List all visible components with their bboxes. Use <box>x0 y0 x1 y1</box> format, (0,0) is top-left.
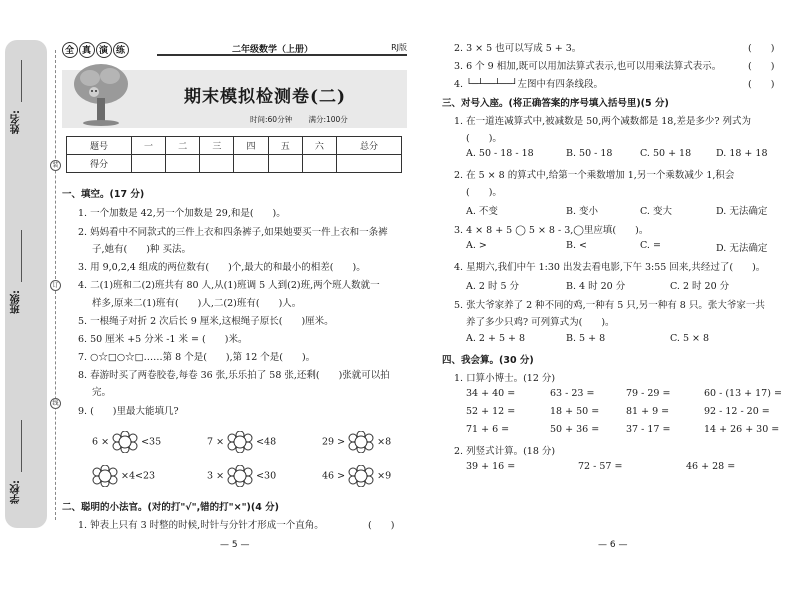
section-2-heading: 二、聪明的小法官。(对的打"√",错的打"×")(4 分) <box>62 502 279 513</box>
score-value-row <box>67 155 402 173</box>
choice-question-2-cont: ( )。 <box>466 187 502 198</box>
calc-item[interactable]: 14 + 26 + 30 = <box>704 424 780 435</box>
answer-paren[interactable]: ( ) <box>748 61 775 72</box>
flower-expression-2 <box>207 431 276 453</box>
question-text: 5. 一根绳子对折 2 次后长 9 厘米,这根绳子原长( )厘米。 <box>78 316 334 327</box>
choice-question-3: 3. 4 × 8 + 5 ◯ 5 × 8 - 3,◯里应填( )。 <box>454 225 649 236</box>
school-label: 学校: <box>11 480 22 504</box>
question-text: 7. ○☆□○☆□……第 8 个是( ),第 12 个是( )。 <box>78 352 316 363</box>
score-input[interactable] <box>337 155 402 173</box>
option[interactable]: C. 变大 <box>640 206 672 217</box>
calc-item[interactable]: 63 - 23 = <box>550 388 595 399</box>
option[interactable]: A. 不变 <box>466 206 498 217</box>
logo-char: 全 <box>62 42 78 58</box>
score-cell: 二 <box>166 137 200 155</box>
flower-expression-6 <box>322 465 391 487</box>
expr-left: 7 × <box>207 436 225 448</box>
flower-blank-icon[interactable] <box>227 465 253 487</box>
calc-subheading-2: 2. 列竖式计算。(18 分) <box>454 446 556 457</box>
expr-right: ×9 <box>377 470 392 482</box>
score-cell: 三 <box>200 137 234 155</box>
calc-item[interactable]: 71 + 6 = <box>466 424 510 435</box>
section-3-heading: 三、对号入座。(将正确答案的序号填入括号里)(5 分) <box>442 98 669 109</box>
flower-blank-icon[interactable] <box>348 431 374 453</box>
calc-item[interactable]: 79 - 29 = <box>626 388 671 399</box>
section-4-heading: 四、我会算。(30 分) <box>442 355 534 366</box>
option[interactable]: C. 5 × 8 <box>670 333 710 344</box>
logo-char: 演 <box>96 42 112 58</box>
score-input[interactable] <box>166 155 200 173</box>
expr-right: <30 <box>256 470 277 482</box>
calc-item[interactable]: 50 + 36 = <box>550 424 600 435</box>
judge-question-3: 3. 6 个 9 相加,既可以用加法算式表示,也可以用乘法算式表示。 <box>454 61 722 72</box>
flower-expression-5 <box>207 465 276 487</box>
expr-left: 29 > <box>322 436 346 448</box>
question-text: 完。 <box>92 387 112 398</box>
binding-strip <box>5 40 47 528</box>
expr-left: 3 × <box>207 470 225 482</box>
score-input[interactable] <box>131 155 165 173</box>
score-cell: 四 <box>234 137 268 155</box>
score-cell: 五 <box>268 137 302 155</box>
option[interactable]: A. 50 - 18 - 18 <box>466 148 534 159</box>
school-line <box>21 420 22 472</box>
class-line <box>21 230 22 282</box>
answer-paren[interactable]: ( ) <box>748 79 775 90</box>
choice-question-1: 1. 在一道连减算式中,被减数是 50,两个减数都是 18,差是多少? 列式为 <box>454 116 751 127</box>
question-text: 4. 二(1)班和二(2)班共有 80 人,从(1)班调 5 人到(2)班,两个班人数就一 <box>78 280 380 291</box>
expr-left: 46 > <box>322 470 346 482</box>
calc-item[interactable]: 92 - 12 - 20 = <box>704 406 770 417</box>
option[interactable]: B. < <box>566 240 587 251</box>
binding-hole-1: 装 <box>50 160 61 171</box>
expr-right: <35 <box>141 436 162 448</box>
logo-char: 真 <box>79 42 95 58</box>
calc-item[interactable]: 60 - (13 + 17) = <box>704 388 782 399</box>
calc-subheading-1: 1. 口算小博士。(12 分) <box>454 373 556 384</box>
logo-char: 练 <box>113 42 129 58</box>
flower-blank-icon[interactable] <box>227 431 253 453</box>
score-cell: 总分 <box>337 137 402 155</box>
option[interactable]: C. 50 + 18 <box>640 148 692 159</box>
grade-label: 二年级数学（上册） <box>232 45 314 55</box>
choice-question-4: 4. 星期六,我们中午 1:30 出发去看电影,下午 3:55 回来,共经过了( )。 <box>454 262 766 273</box>
score-header-row <box>67 137 402 155</box>
option[interactable]: B. 变小 <box>566 206 599 217</box>
exam-full-score: 满分:100分 <box>308 115 348 124</box>
option[interactable]: D. 无法确定 <box>716 206 768 217</box>
option[interactable]: C. 2 时 20 分 <box>670 281 730 292</box>
flower-blank-icon[interactable] <box>112 431 138 453</box>
option[interactable]: A. 2 时 5 分 <box>466 281 520 292</box>
vertical-calc-item[interactable]: 72 - 57 = <box>578 461 623 472</box>
option[interactable]: B. 50 - 18 <box>566 148 613 159</box>
expr-right: <48 <box>256 436 277 448</box>
option[interactable]: D. 18 + 18 <box>716 148 768 159</box>
option[interactable]: C. = <box>640 240 661 251</box>
binding-hole-3: 线 <box>50 398 61 409</box>
section-1-heading: 一、填空。(17 分) <box>62 189 145 200</box>
score-table <box>66 136 402 173</box>
page-number-5: — 5 — <box>220 540 250 550</box>
binding-hole-2: 订 <box>50 280 61 291</box>
question-text: 6. 50 厘米 +5 分米 -1 米 = ( )米。 <box>78 334 248 345</box>
flower-expression-4 <box>92 465 155 487</box>
choice-question-5-cont: 养了多少只鸡? 可列算式为( )。 <box>466 317 615 328</box>
vertical-calc-item[interactable]: 39 + 16 = <box>466 461 516 472</box>
judge-question-4: 4. └─┴──┴──┘左图中有四条线段。 <box>454 79 604 90</box>
vertical-calc-item[interactable]: 46 + 28 = <box>686 461 736 472</box>
option[interactable]: B. 4 时 20 分 <box>566 281 626 292</box>
score-input[interactable] <box>234 155 268 173</box>
question-text: 2. 妈妈看中不同款式的三件上衣和四条裤子,如果她要买一件上衣和一条裤 <box>78 227 388 238</box>
name-line <box>21 60 22 102</box>
question-text: 8. 春游时买了两卷胶卷,每卷 36 张,乐乐拍了 58 张,还剩( )张就可以拍 <box>78 370 390 381</box>
score-cell: 题号 <box>67 137 132 155</box>
tree-illustration-icon <box>72 62 130 126</box>
question-text: 9. ( )里最大能填几? <box>78 406 179 417</box>
expr-right: ×4<23 <box>121 470 156 482</box>
flower-expression-1 <box>92 431 161 453</box>
choice-question-5: 5. 张大爷家养了 2 种不同的鸡,一种有 5 只,另一种有 8 只。张大爷家一共 <box>454 300 765 311</box>
score-input[interactable] <box>200 155 234 173</box>
question-text: 1. 一个加数是 42,另一个加数是 29,和是( )。 <box>78 208 286 219</box>
answer-paren[interactable]: ( ) <box>368 520 395 531</box>
class-label: 班级: <box>11 290 22 314</box>
expr-left: 6 × <box>92 436 110 448</box>
flower-blank-icon[interactable] <box>92 465 118 487</box>
option[interactable]: A. > <box>466 240 487 251</box>
page-header <box>62 42 407 60</box>
option[interactable]: A. 2 + 5 + 8 <box>466 333 526 344</box>
calc-item[interactable]: 18 + 50 = <box>550 406 600 417</box>
option[interactable]: B. 5 + 8 <box>566 333 606 344</box>
option[interactable]: D. 无法确定 <box>716 243 768 254</box>
choice-question-2: 2. 在 5 × 8 的算式中,给第一个乘数增加 1,另一个乘数减少 1,积会 <box>454 170 735 181</box>
calc-item[interactable]: 34 + 40 = <box>466 388 516 399</box>
series-logo <box>62 42 130 58</box>
score-cell: 六 <box>302 137 336 155</box>
choice-question-1-cont: ( )。 <box>466 133 502 144</box>
calc-item[interactable]: 37 - 17 = <box>626 424 671 435</box>
question-text: 3. 用 9,0,2,4 组成的两位数有( )个,最大的和最小的相差( )。 <box>78 262 366 273</box>
name-label: 姓名: <box>11 110 22 134</box>
exam-meta <box>250 114 362 125</box>
question-text: 样多,原来二(1)班有( )人,二(2)班有( )人。 <box>92 298 302 309</box>
answer-paren[interactable]: ( ) <box>748 43 775 54</box>
flower-expression-3 <box>322 431 391 453</box>
exam-title: 期末模拟检测卷(二) <box>183 87 347 107</box>
score-input[interactable] <box>302 155 336 173</box>
judge-question-2: 2. 3 × 5 也可以写成 5 + 3。 <box>454 43 582 54</box>
judge-question-1: 1. 钟表上只有 3 时整的时候,时针与分针才形成一个直角。 <box>78 520 324 531</box>
exam-time: 时间:60分钟 <box>250 115 293 124</box>
edition-label: RJ版 <box>391 43 407 52</box>
flower-blank-icon[interactable] <box>348 465 374 487</box>
page-number-6: — 6 — <box>598 540 628 550</box>
question-text: 子,她有( )种 买法。 <box>92 244 191 255</box>
calc-item[interactable]: 81 + 9 = <box>626 406 670 417</box>
expr-right: ×8 <box>377 436 392 448</box>
score-input[interactable] <box>268 155 302 173</box>
score-cell: 得分 <box>67 155 132 173</box>
score-cell: 一 <box>131 137 165 155</box>
calc-item[interactable]: 52 + 12 = <box>466 406 516 417</box>
